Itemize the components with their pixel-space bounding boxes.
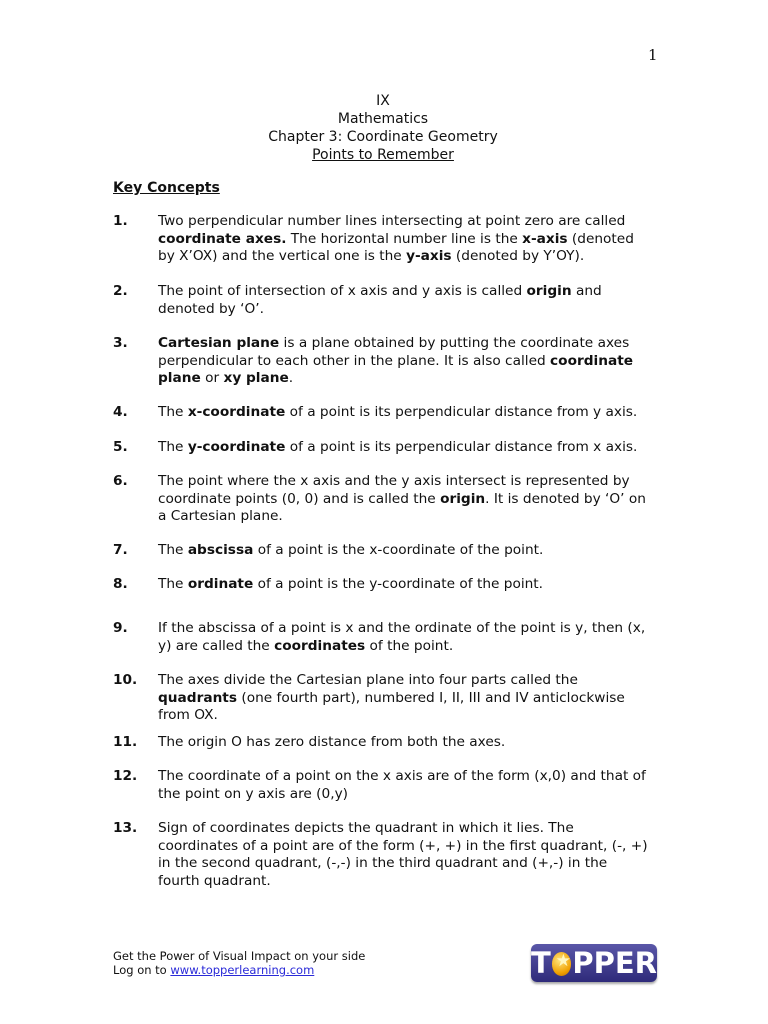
item-text	[158, 576, 652, 594]
key-term: xy plane	[223, 370, 289, 386]
section-title: Key Concepts	[113, 180, 220, 196]
item-number: 8.	[113, 576, 128, 592]
item-text-segment: of the point.	[365, 637, 454, 654]
item-text	[158, 439, 652, 457]
item-text-segment: The	[158, 439, 188, 455]
item-text-segment: (one fourth part), numbered I, II, III and IV anticlockwise from OX.	[158, 689, 625, 723]
document-header	[0, 92, 768, 164]
star-o-icon	[552, 952, 572, 976]
footer-link-line	[113, 963, 365, 977]
footer-link-prefix: Log on to	[113, 963, 171, 977]
item-text-segment: The point where the x axis and the y axis intersect is represented by coordinate points (0, 0) and is called the	[158, 473, 630, 507]
item-text	[158, 672, 652, 725]
item-text	[158, 620, 652, 655]
item-text-segment: or	[200, 370, 224, 386]
item-number: 13.	[113, 820, 138, 836]
item-text-segment: The	[158, 576, 188, 592]
item-text-segment: of a point is its perpendicular distance from y axis.	[285, 404, 638, 420]
item-number: 7.	[113, 542, 128, 558]
key-term: y-coordinate	[187, 439, 286, 455]
item-text	[158, 768, 652, 803]
key-term: x-coordinate	[187, 404, 286, 420]
item-text-segment: The point of intersection of x axis and y axis is called	[158, 283, 527, 299]
item-text-segment: The origin O has zero distance from both the axes.	[158, 734, 506, 750]
item-text	[158, 283, 652, 318]
website-link[interactable]: www.topperlearning.com	[170, 963, 315, 977]
page-number: 1	[648, 46, 658, 64]
item-text-segment: .	[288, 370, 294, 386]
item-number: 3.	[113, 335, 128, 351]
item-text-segment: If the abscissa of a point is x and the ordinate of the point is y, then (x, y) are called the	[158, 620, 646, 654]
key-term: y-axis	[406, 248, 452, 264]
key-term: origin	[526, 283, 572, 299]
item-text	[158, 820, 652, 890]
item-text-segment: (denoted by Y’OY).	[451, 248, 585, 264]
item-text	[158, 542, 652, 560]
item-text-segment: of a point is the x-coordinate of the point.	[253, 542, 544, 558]
item-number: 2.	[113, 283, 128, 299]
item-text-segment: (denoted by X’OX) and the vertical one is the	[158, 230, 634, 264]
item-text-segment: The horizontal number line is the	[286, 230, 523, 247]
item-text-segment: The	[158, 542, 188, 558]
item-text-segment: and denoted by ‘O’.	[158, 283, 602, 317]
item-number: 1.	[113, 213, 128, 229]
item-text-segment: The coordinate of a point on the x axis are of the form (x,0) and that of the point on y axis are (0,y)	[158, 768, 646, 802]
item-text	[158, 734, 652, 752]
item-number: 5.	[113, 439, 128, 455]
item-number: 4.	[113, 404, 128, 420]
topper-logo[interactable]	[531, 944, 657, 982]
key-term: coordinate axes.	[158, 230, 287, 247]
item-number: 9.	[113, 620, 128, 636]
logo-text-start: T	[531, 946, 551, 980]
page-subtitle: Points to Remember	[312, 147, 454, 163]
item-text-segment: is a plane obtained by putting the coordinate axes perpendicular to each other in the plane. It is also called	[158, 335, 630, 369]
key-term: origin	[440, 490, 486, 507]
footer-tagline: Get the Power of Visual Impact on your side	[113, 949, 366, 963]
class-label: IX	[376, 93, 390, 109]
item-text	[158, 335, 652, 388]
item-text-segment: The	[158, 404, 188, 420]
key-term: quadrants	[158, 689, 237, 706]
key-term: Cartesian plane	[158, 335, 280, 351]
item-text	[158, 473, 652, 526]
item-text	[158, 213, 652, 266]
item-number: 6.	[113, 473, 128, 489]
key-term: coordinates	[274, 637, 366, 654]
subject-label: Mathematics	[337, 111, 429, 127]
chapter-title: Chapter 3: Coordinate Geometry	[268, 129, 498, 145]
item-text-segment: . It is denoted by ‘O’ on a Cartesian plane.	[158, 490, 646, 524]
item-number: 12.	[113, 768, 138, 784]
item-text-segment: of a point is the y-coordinate of the point.	[253, 576, 544, 592]
item-text-segment: of a point is its perpendicular distance from x axis.	[285, 439, 638, 455]
item-text-segment: The axes divide the Cartesian plane into four parts called the	[158, 672, 578, 688]
key-term: coordinate plane	[158, 352, 634, 386]
item-text-segment: Two perpendicular number lines intersecting at point zero are called	[158, 213, 626, 229]
item-number: 11.	[113, 734, 138, 750]
key-term: ordinate	[187, 576, 254, 592]
key-term: abscissa	[187, 542, 254, 558]
item-text-segment: Sign of coordinates depicts the quadrant in which it lies. The coordinates of a point are of the form (+, +) in the first quadrant, (-, +) in the second quadrant, (-,-) in the third quadrant and (+,-) in the fourth quadrant.	[158, 820, 648, 889]
item-number: 10.	[113, 672, 138, 688]
logo-text-end: PPER	[572, 946, 657, 980]
footer	[113, 949, 365, 977]
key-term: x-axis	[522, 230, 568, 247]
item-text	[158, 404, 652, 422]
